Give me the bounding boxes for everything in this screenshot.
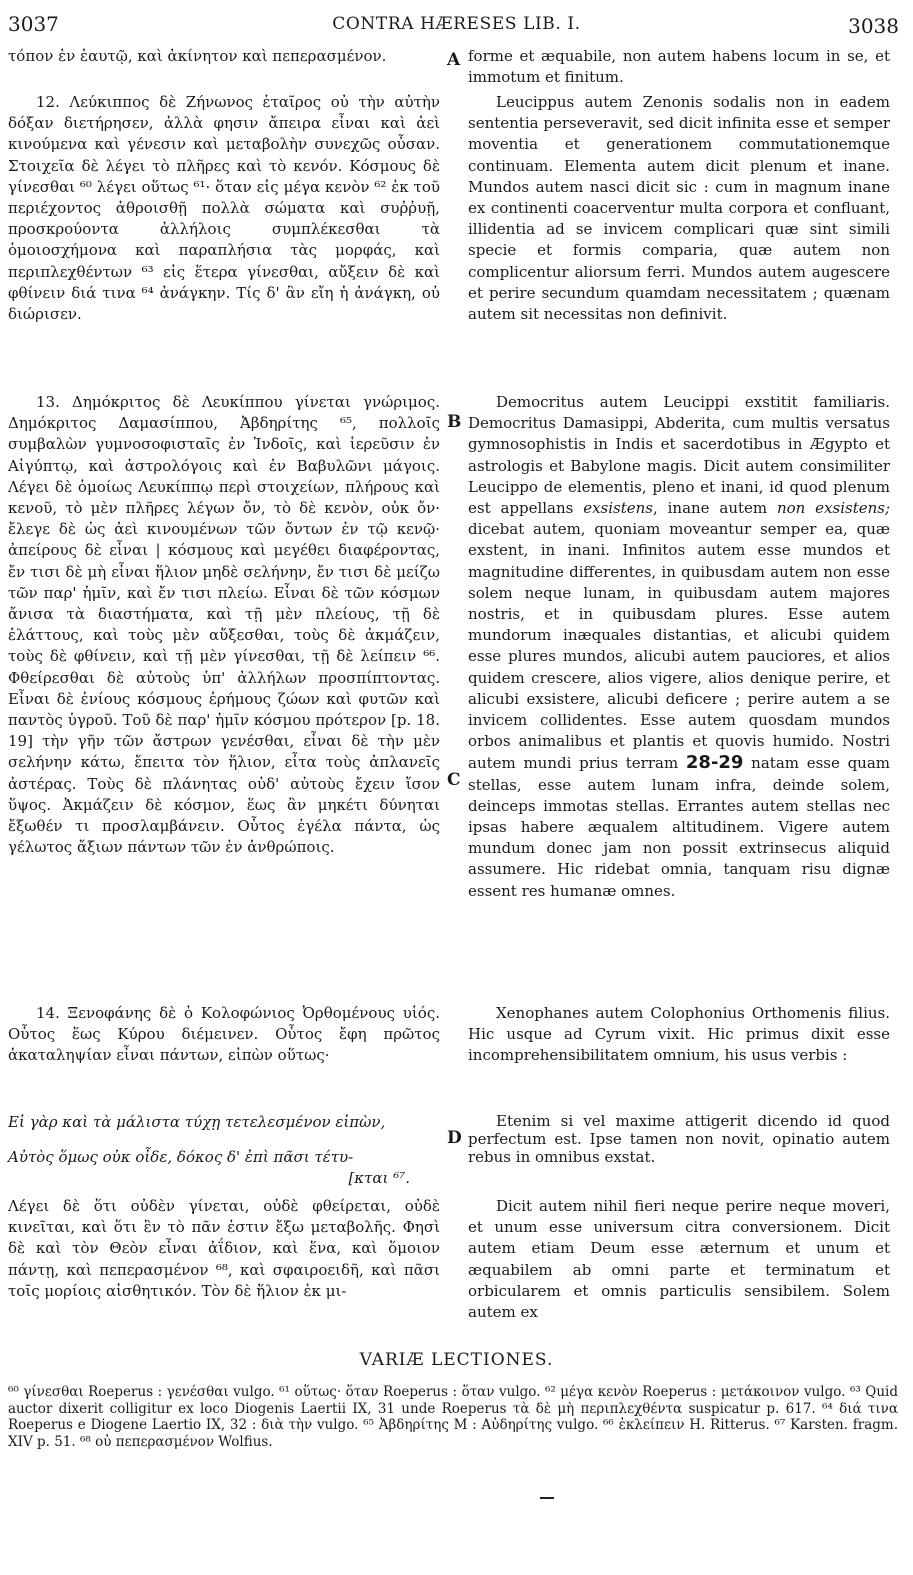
latin-italic-non-exsistens: non exsistens; bbox=[776, 499, 891, 518]
latin-paragraph-12: Leucippus autem Zenonis sodalis non in eadem sententia perseveravit, sed dicit infinita esse et semper moventia et generationem commutationemque continuam. Elementa autem dicit plenum et inane. Mundos autem nasci dicit sic : cum in magnum inane ex continenti coacerventur multa corpora et confluant, illidentia ad se invicem complicari quæ sint simili specie et formis comparia, quæ autem non complicentur aliorsum ferri. Mundos autem augescere et perire secundum quamdam necessitatem ; quænam autem sit necessitas non definivit. bbox=[468, 93, 890, 324]
page-end-dash bbox=[540, 1497, 554, 1499]
greek-verse-line-3: [κται ⁶⁷. bbox=[348, 1169, 410, 1188]
greek-verse bbox=[8, 1112, 440, 1190]
latin-verse: Etenim si vel maxime attigerit dicendo id quod perfectum est. Ipse tamen non novit, opinatio autem rebus in omnibus exstat. bbox=[468, 1112, 890, 1166]
greek-paragraph-14: 14. Ξενοφάνης δὲ ὁ Κολοφώνιος Ὀρθομένους υἱός. Οὗτος ἕως Κύρου διέμεινεν. Οὗτος ἔφη πρῶτος ἀκαταληψίαν εἶναι πάντων, εἰπὼν οὕτως· bbox=[8, 1004, 440, 1065]
page-number-left: 3037 bbox=[8, 12, 59, 36]
page-header bbox=[0, 8, 913, 38]
source-page-marker: 28-29 bbox=[685, 752, 744, 774]
latin-paragraph-14: Xenophanes autem Colophonius Orthomenis filius. Hic usque ad Cyrum vixit. Hic primus dixit esse incomprehensibilitatem omnium, his usus verbis : bbox=[468, 1004, 890, 1065]
greek-verse-line-1: Εἰ γὰρ καὶ τὰ μάλιστα τύχῃ τετελεσμένον εἰπὼν, bbox=[8, 1113, 386, 1131]
greek-paragraph-12: 12. Λεύκιππος δὲ Ζήνωνος ἑταῖρος οὐ τὴν αὐτὴν δόξαν διετήρησεν, ἀλλὰ φησιν ἄπειρα εἶναι καὶ ἀεὶ κινούμενα καὶ γένεσιν καὶ μεταβολὴν συνεχῶς οὖσαν. Στοιχεῖα δὲ λέγει τὸ πλῆρες καὶ τὸ κενόν. Κόσμους δὲ γίνεσθαι ⁶⁰ λέγει οὕτως ⁶¹· ὅταν εἰς μέγα κενὸν ⁶² ἐκ τοῦ περιέχοντος ἀθροισθῇ πολλὰ σώματα καὶ συῤῥυῇ, προσκρούοντα ἀλλήλοις συμπλέκεσθαι τὰ ὁμοιοσχήμονα καὶ παραπλήσια τὰς μορφάς, καὶ περιπλεχθέντων ⁶³ εἰς ἕτερα γίνεσθαι, αὔξειν δὲ καὶ φθίνειν διά τινα ⁶⁴ ἀνάγκην. Τίς δ' ἂν εἴη ἡ ἀνάγκη, οὐ διώρισεν. bbox=[8, 93, 440, 324]
greek-paragraph-0: τόπον ἐν ἑαυτῷ, καὶ ἀκίνητον καὶ πεπερασμένον. bbox=[8, 47, 387, 65]
margin-mark-c: C bbox=[447, 770, 461, 790]
page-number-right: 3038 bbox=[848, 14, 899, 38]
margin-mark-b: B bbox=[447, 412, 462, 432]
latin-italic-exsistens: exsistens bbox=[583, 499, 653, 518]
margin-mark-d: D bbox=[447, 1128, 462, 1148]
greek-paragraph-final: Λέγει δὲ ὅτι οὐδὲν γίνεται, οὐδὲ φθείρεται, οὐδὲ κινεῖται, καὶ ὅτι ἓν τὸ πᾶν ἐστιν ἔξω μεταβολῆς. Φησὶ δὲ καὶ τὸν Θεὸν εἶναι ἀΐδιον, καὶ ἕνα, καὶ ὅμοιον πάντῃ, καὶ πεπερασμένον ⁶⁸, καὶ σφαιροειδῆ, καὶ πᾶσι τοῖς μορίοις αἰσθητικόν. Τὸν δὲ ἥλιον ἐκ μι- bbox=[8, 1197, 440, 1300]
latin-paragraph-13: Democritus autem Leucippi exstitit familiaris. Democritus Damasippi, Abderita, cum multis versatus gymnosophistis in Indis et sacerdotibus in Ægypto et astrologis et Babylone magis. Dicit autem consimiliter Leucippo de elementis, pleno et inani, id quod plenum est appellans exsistens, inane autem non exsistens; dicebat autem, quoniam moveantur semper ea, quæ exstent, in inani. Infinitos autem esse mundos et magnitudine differentes, in quibusdam autem non esse solem neque lunam, in quibusdam autem majores nostris, et in quibusdam plures. Esse autem mundorum inæquales distantias, et alicubi quidem esse plures mundos, alicubi autem pauciores, et alios quidem crescere, alios vigere, alios denique perire, et alicubi exsistere, alicubi deficere ; perire autem a se invicem collidentes. Esse autem quosdam mundos orbos animalibus et plantis et quovis humido. Nostri autem mundi prius terram 28-29 natam esse quam stellas, esse autem lunam infra, deinde solem, deinceps immotas stellas. Errantes autem stellas nec ipsas habere æqualem altitudinem. Vigere autem mundum donec jam non possit extrinsecus aliquid assumere. Hic ridebat omnia, tanquam risu dignæ essent res humanæ omnes. bbox=[468, 393, 891, 900]
latin-paragraph-0: forme et æquabile, non autem habens locum in se, et immotum et finitum. bbox=[468, 47, 890, 87]
greek-verse-line-2: Αὐτὸς ὅμως οὐκ οἶδε, δόκος δ' ἐπὶ πᾶσι τέτυ- bbox=[8, 1148, 354, 1167]
running-title: CONTRA HÆRESES LIB. I. bbox=[332, 14, 581, 34]
margin-mark-a: A bbox=[447, 50, 461, 70]
greek-paragraph-13: 13. Δημόκριτος δὲ Λευκίππου γίνεται γνώριμος. Δημόκριτος Δαμασίππου, Ἀβδηρίτης ⁶⁵, πολλοῖς συμβαλὼν γυμνοσοφισταῖς ἐν Ἰνδοῖς, καὶ ἱερεῦσιν ἐν Αἰγύπτῳ, καὶ ἀστρολόγοις καὶ ἐν Βαβυλῶνι μάγοις. Λέγει δὲ ὁμοίως Λευκίππῳ περὶ στοιχείων, πλήρους καὶ κενοῦ, τὸ μὲν πλῆρες λέγων ὄν, τὸ δὲ κενὸν, οὐκ ὄν· ἔλεγε δὲ ὡς ἀεὶ κινουμένων τῶν ὄντων ἐν τῷ κενῷ· ἀπείρους δὲ εἶναι | κόσμους καὶ μεγέθει διαφέροντας, ἔν τισι δὲ μὴ εἶναι ἥλιον μηδὲ σελήνην, ἔν τισι δὲ μείζω τῶν παρ' ἡμῖν, καὶ ἔν τισι πλείω. Εἶναι δὲ τῶν κόσμων ἄνισα τὰ διαστήματα, καὶ τῇ μὲν πλείους, τῇ δὲ ἐλάττους, καὶ τοὺς μὲν αὔξεσθαι, τοὺς δὲ ἀκμάζειν, τοὺς δὲ φθίνειν, καὶ τῇ μὲν γίνεσθαι, τῇ δὲ λείπειν ⁶⁶. Φθείρεσθαι δὲ αὐτοὺς ὑπ' ἀλλήλων προσπίπτοντας. Εἶναι δὲ ἐνίους κόσμους ἐρήμους ζώων καὶ φυτῶν καὶ παντὸς ὑγροῦ. Τοῦ δὲ παρ' ἡμῖν κόσμου πρότερον [p. 18. 19] τὴν γῆν τῶν ἄστρων γενέσθαι, εἶναι δὲ τὴν μὲν σελήνην κάτω, ἔπειτα τὸν ἥλιον, εἶτα τοὺς ἀπλανεῖς ἀστέρας. Τοὺς δὲ πλάνητας οὐδ' αὐτοὺς ἔχειν ἴσον ὕψος. Ἀκμάζειν δὲ κόσμον, ἕως ἂν μηκέτι δύνηται ἔξωθέν τι προσλαμβάνειν. Οὗτος ἐγέλα πάντα, ὡς γέλωτος ἄξιων πάντων τῶν ἐν ἀνθρώποις. bbox=[8, 393, 440, 857]
variae-lectiones-notes: ⁶⁰ γίνεσθαι Roeperus : γενέσθαι vulgo. ⁶¹ οὕτως· ὅταν Roeperus : ὅταν vulgo. ⁶² μέγα κενὸν Roeperus : μετάκοινον vulgo. ⁶³ Quid auctor dixerit colligitur ex loco Diogenis Laertii IX, 31 unde Roeperus τὰ δὲ μὴ περιπλεχθέντα suspicatur p. 617. ⁶⁴ διά τινα Roeperus e Diogene Laertio IX, 32 : διὰ τὴν vulgo. ⁶⁵ Ἀβδηρίτης M : Αὐδηρίτης vulgo. ⁶⁶ ἐκλείπειν H. Ritterus. ⁶⁷ Karsten. fragm. XIV p. 51. ⁶⁸ οὐ πεπερασμένον Wolfius. bbox=[8, 1384, 898, 1450]
variae-lectiones-title: VARIÆ LECTIONES. bbox=[359, 1350, 554, 1370]
latin-paragraph-final: Dicit autem nihil fieri neque perire neque moveri, et unum esse universum citra conversionem. Dicit autem etiam Deum esse æternum et unum et æquabilem ab omni parte et terminatum et orbicularem et omnis particulis sensibilem. Solem autem ex bbox=[468, 1197, 890, 1322]
